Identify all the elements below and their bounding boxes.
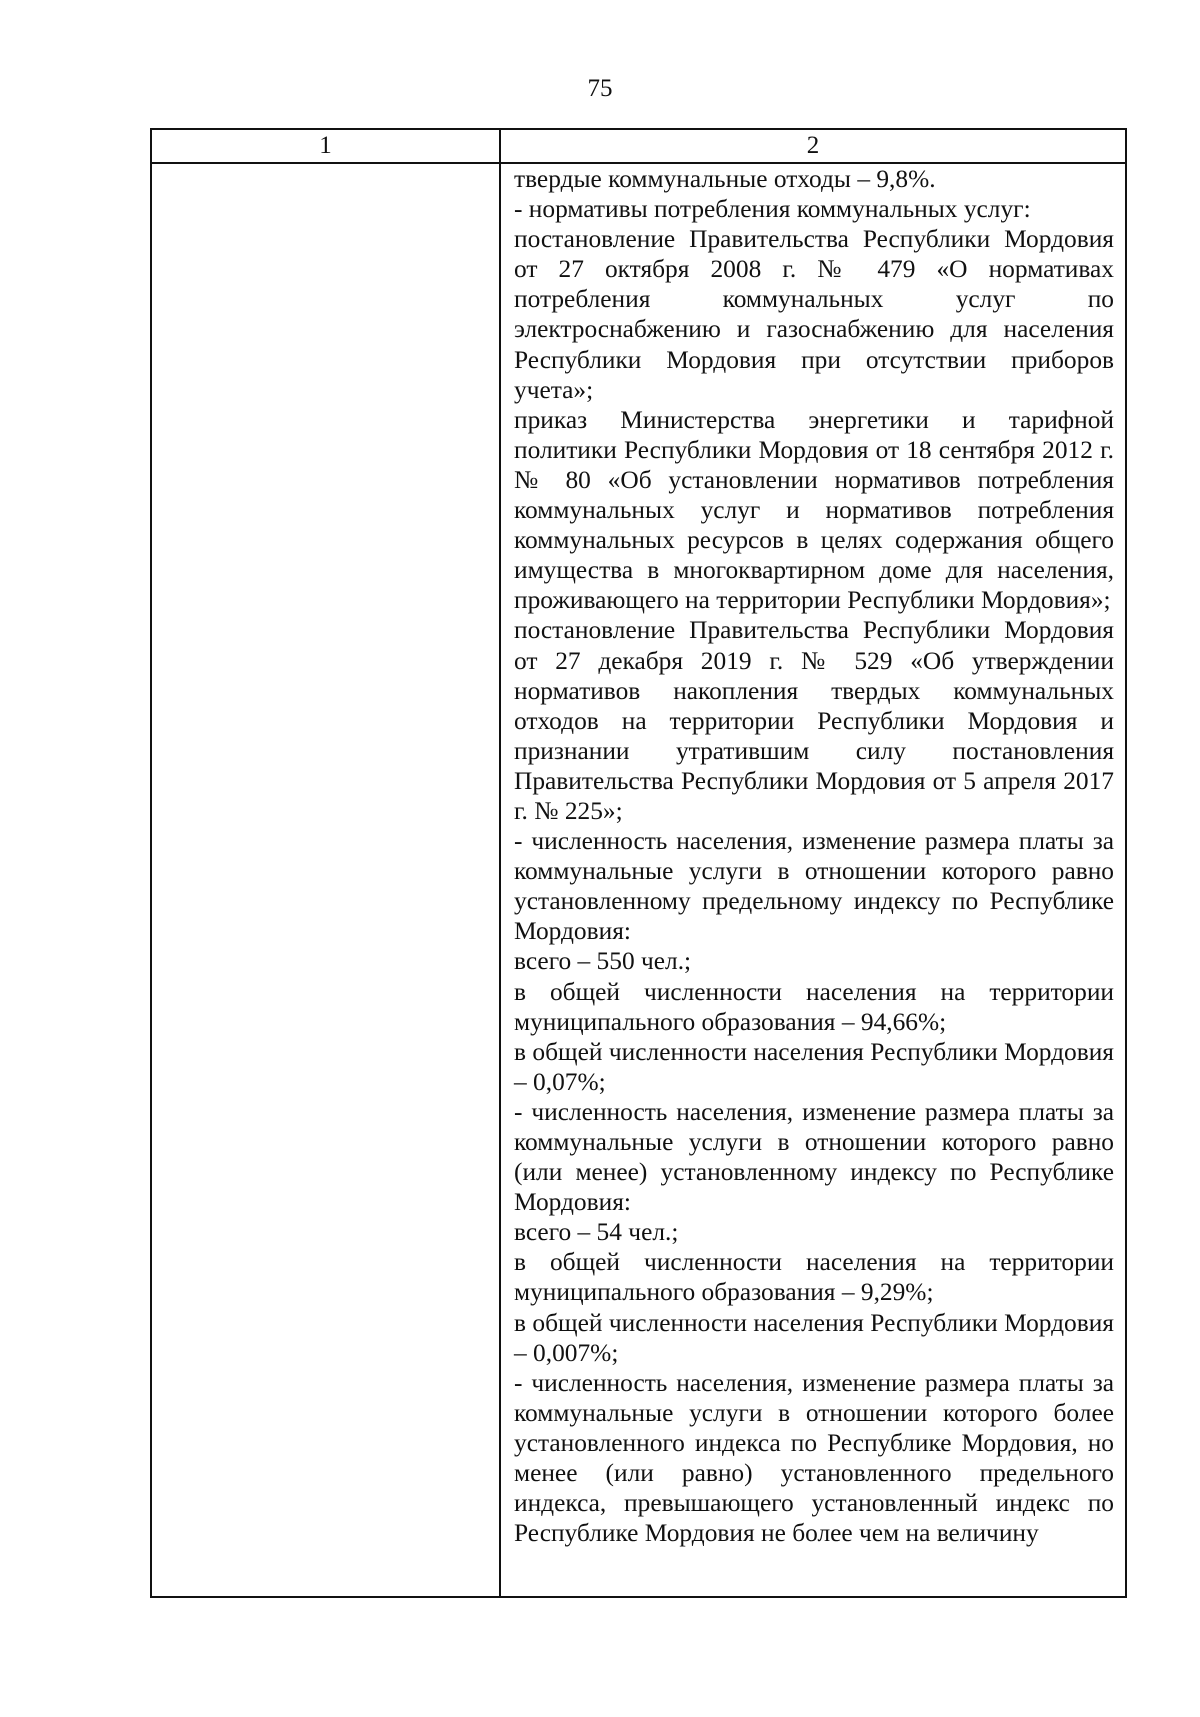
column-header-1: 1: [319, 132, 332, 159]
paragraph: всего – 54 чел.;: [514, 1218, 679, 1247]
column-2-content: [514, 164, 1114, 1548]
paragraph: - численность населения, изменение размера платы за коммунальные услуги в отношении которого равно установленному предельному индексу по Республике Мордовия:: [514, 827, 1114, 946]
paragraph: в общей численности населения Республики Мордовия – 0,07%;: [514, 1037, 1114, 1096]
column-divider: [499, 130, 501, 1596]
column-header-2: 2: [806, 132, 820, 159]
paragraph: - численность населения, изменение размера платы за коммунальные услуги в отношении которого равно (или менее) установленному индексу по Республике Мордовия:: [514, 1097, 1114, 1217]
paragraph: твердые коммунальные отходы – 9,8%.: [514, 165, 936, 193]
paragraph: в общей численности населения на территории муниципального образования – 9,29%;: [514, 1248, 1114, 1307]
paragraph: постановление Правительства Республики Мордовия от 27 октября 2008 г. № 479 «О нормативах потребления коммунальных услуг по электроснабжению и газоснабжению для населения Республики Мордовия при отсутствии приборов учета»;: [514, 225, 1114, 404]
page-number: 75: [587, 75, 613, 102]
table-header-row: [152, 130, 1125, 164]
document-table: [150, 128, 1127, 1598]
paragraph: приказ Министерства энергетики и тарифной политики Республики Мордовия от 18 сентября 2012 г. № 80 «Об установлении нормативов потребления коммунальных услуг и нормативов потребления коммунальных ресурсов в целях содержания общего имущества в многоквартирном доме для населения, проживающего на территории Республики Мордовия»;: [514, 405, 1114, 615]
paragraph: - численность населения, изменение размера платы за коммунальные услуги в отношении которого более установленного индекса по Республике Мордовия, но менее (или равно) установленного предельного индекса, превышающего установленный индекс по Республике Мордовия не более чем на величину: [514, 1368, 1114, 1548]
paragraph: всего – 550 чел.;: [514, 947, 692, 976]
paragraph: в общей численности населения на территории муниципального образования – 94,66%;: [514, 977, 1114, 1036]
paragraph: в общей численности населения Республики Мордовия – 0,007%;: [514, 1308, 1114, 1367]
paragraph: - нормативы потребления коммунальных услуг:: [514, 195, 1031, 224]
paragraph: постановление Правительства Республики Мордовия от 27 декабря 2019 г. № 529 «Об утверждении нормативов накопления твердых коммунальных отходов на территории Республики Мордовия и признании утратившим силу постановления Правительства Республики Мордовия от 5 апреля 2017 г. № 225»;: [514, 616, 1114, 825]
